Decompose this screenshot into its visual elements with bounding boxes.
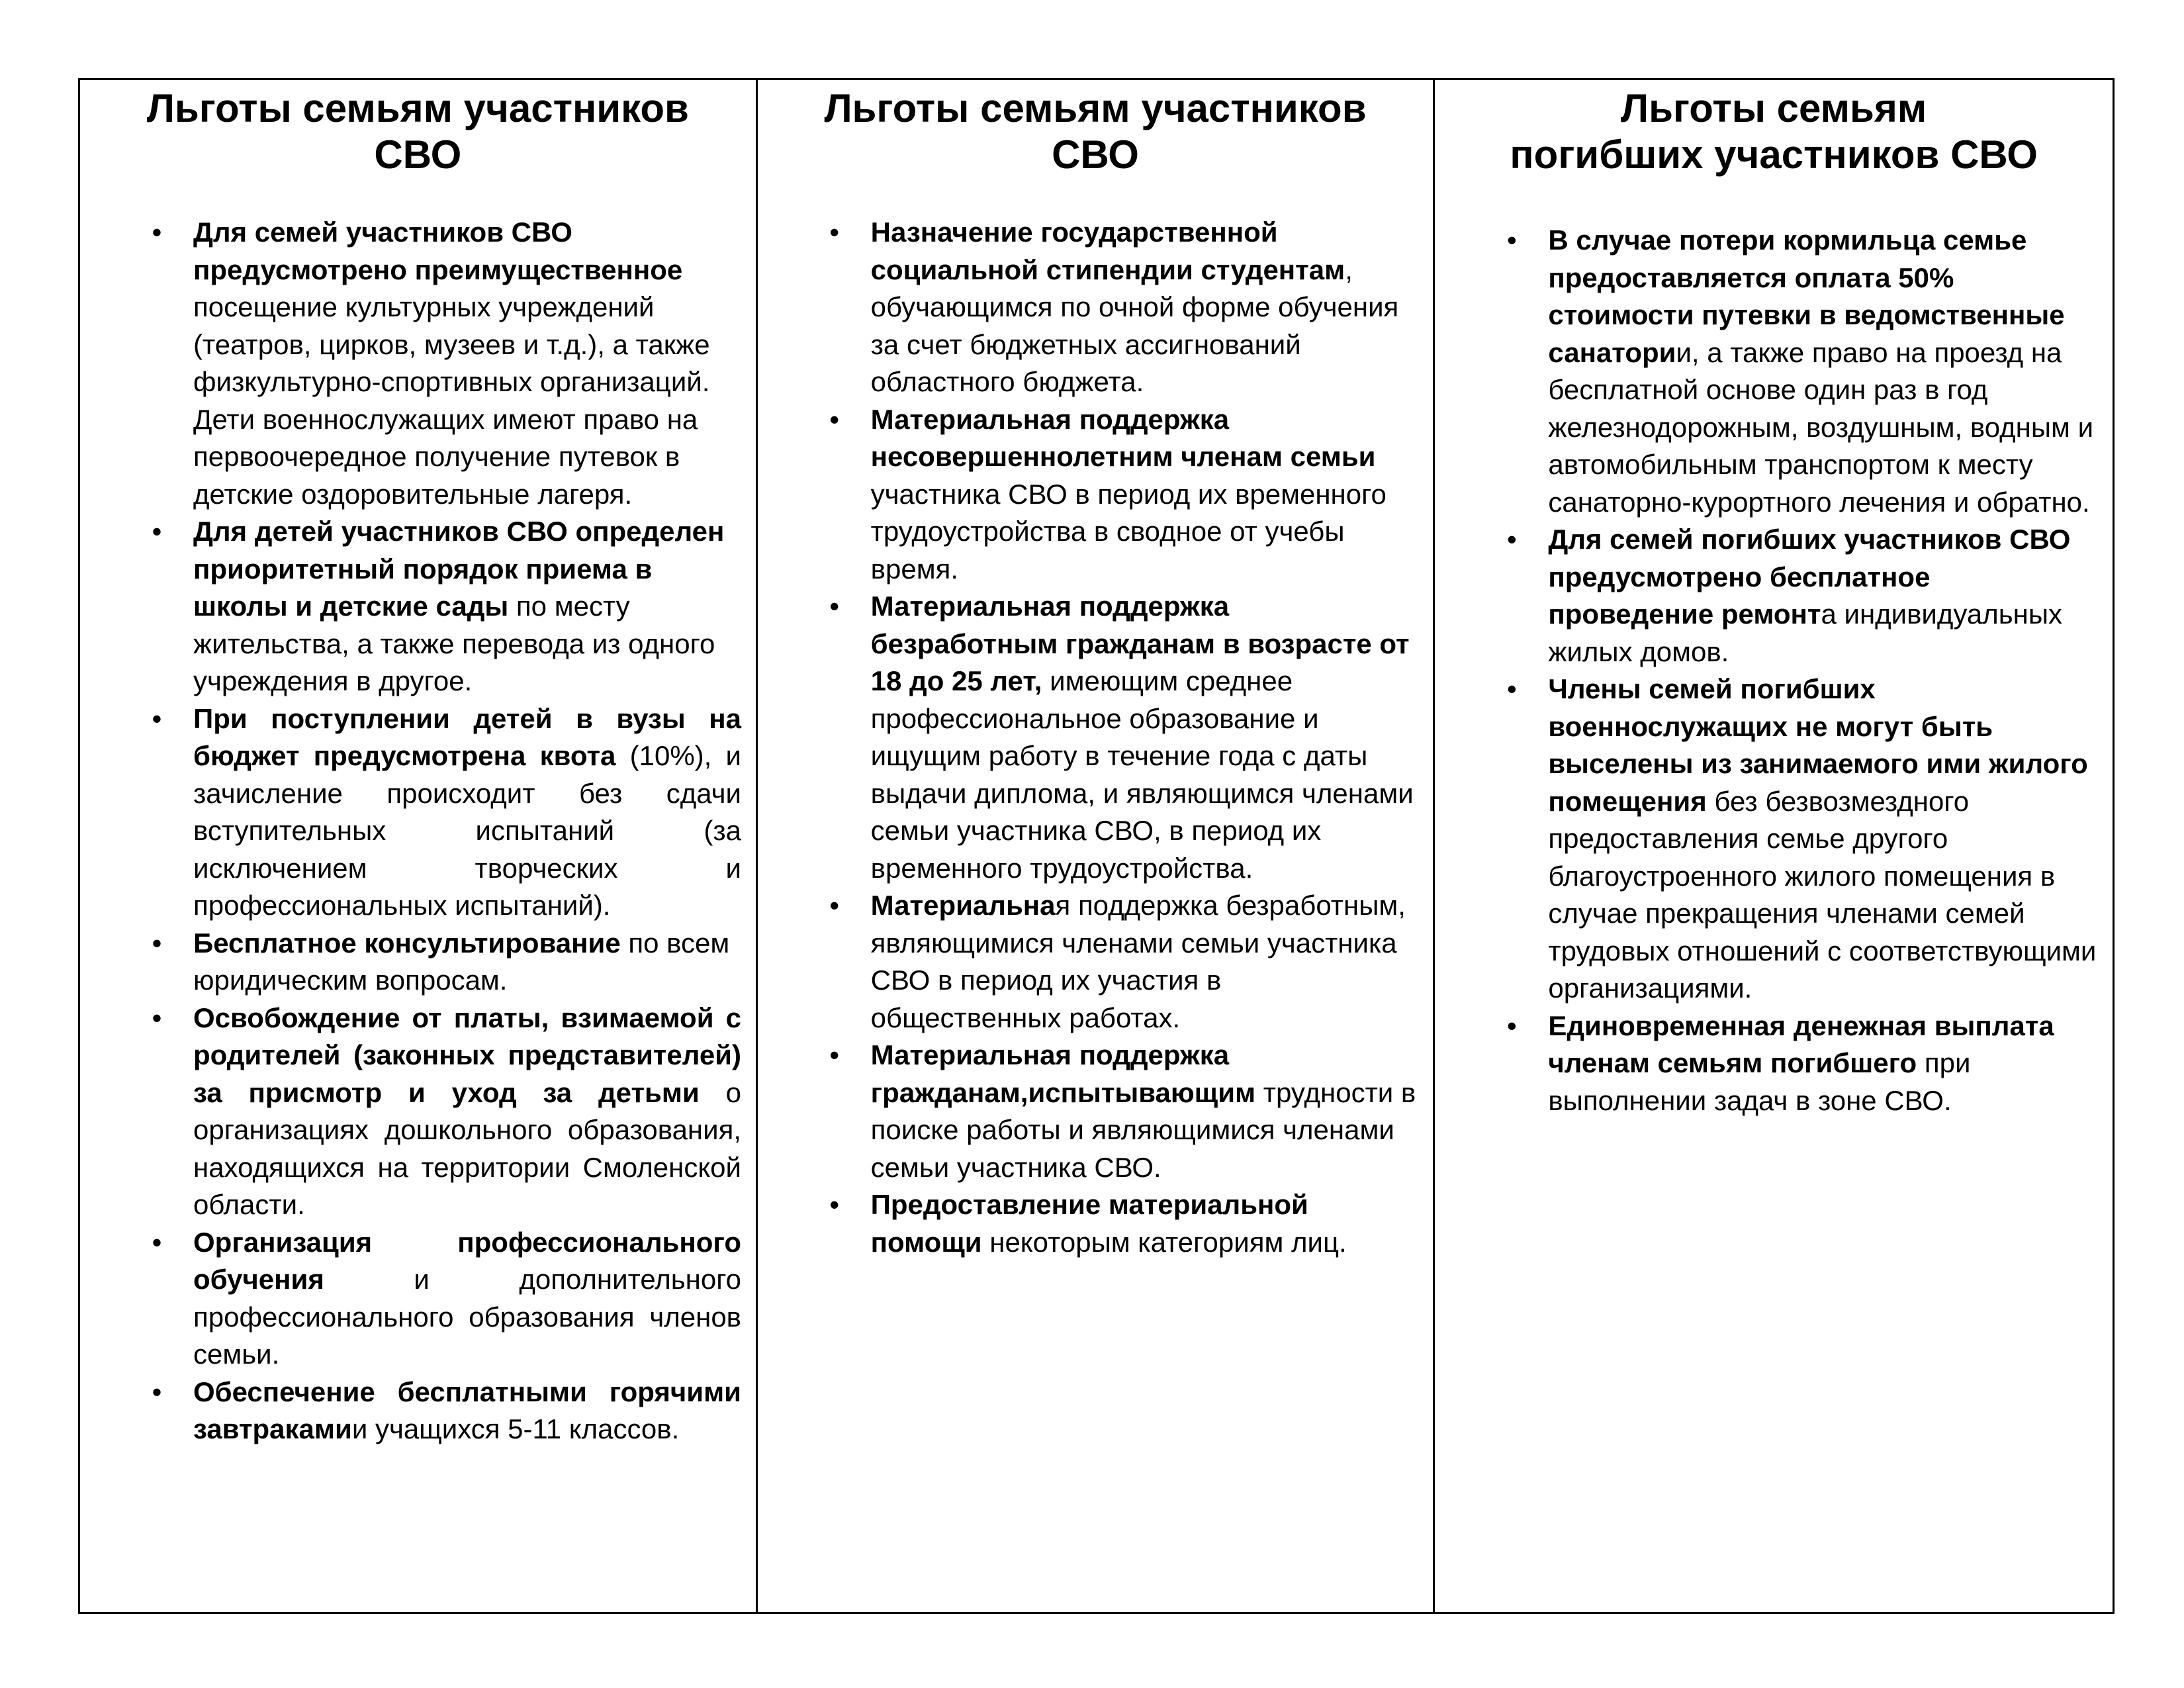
item-text: и дополнительного профессионального образования членов семьи. (193, 1264, 741, 1370)
bullet-icon: • (829, 1189, 840, 1220)
item-bold-text: Материальна (870, 890, 1056, 921)
item-bold-text: Назначение государственной социальной стипендии студентам (870, 216, 1345, 285)
list-item (1506, 1008, 2097, 1120)
list-item (829, 1037, 1419, 1186)
list-item (152, 214, 741, 513)
list-item (829, 887, 1419, 1037)
bullet-icon: • (152, 1376, 162, 1407)
list-item (829, 401, 1419, 588)
list-item (152, 1374, 741, 1448)
item-text: по месту жительства, а также перевода из одного учреждения в другое. (193, 590, 715, 696)
item-bold-text: Материальная поддержка гражданам,испытывающим (870, 1039, 1256, 1108)
list-item (1506, 222, 2097, 521)
item-text: я поддержка безработным, являющимися членами семьи участника СВО в период их участия в общественных работах. (870, 890, 1406, 1033)
item-bold-text: Для детей участников СВО определен приоритетный порядок приема в школы и детские сады (193, 516, 725, 622)
item-bold-text: Материальная поддержка несовершеннолетним членам семьи (870, 403, 1376, 472)
item-bold-text: Для семей участников СВО предусмотрено преимущественное (193, 216, 683, 285)
bullet-icon: • (152, 516, 162, 547)
list-item (829, 588, 1419, 887)
list-item (152, 925, 741, 1000)
column-title: Льготы семьям участников СВО (824, 86, 1367, 177)
item-bold-text: Для семей погибших участников СВО предусмотрено бесплатное проведение ремонт (1548, 524, 2071, 630)
item-bold-text: Освобождение от платы, взимаемой с родителей (законных представителей) за присмотр и уход за детьми (193, 1002, 741, 1108)
item-text: и, а также право на проезд на бесплатной основе один раз в год железнодорожным, воздушным, водным и автомобильным транспортом к месту санаторно-курортного лечения и обратно. (1548, 336, 2094, 518)
item-bold-text: Члены семей погибших военнослужащих не могут быть выселены из занимаемого ими жилого помещения (1548, 673, 2088, 817)
bullet-icon: • (152, 702, 162, 734)
bullet-icon: • (152, 1002, 162, 1033)
bullet-icon: • (1506, 524, 1517, 555)
item-text: (10%), и зачисление происходит без сдачи вступительных испытаний (за исключением творческих и профессиональных испытаний). (193, 740, 741, 921)
item-text: участника СВО в период их временного трудоустройства в сводное от учебы время. (870, 478, 1387, 585)
item-bold-text: В случае потери кормильца семье предоставляется оплата 50% стоимости путевки в ведомственные санатори (1548, 224, 2065, 368)
column-families-of-participants-2 (758, 80, 1435, 1612)
item-text: имеющим среднее профессиональное образование и ищущим работу в течение года с даты выдачи диплома, и являющимся членами семьи участника СВО, в период их временного трудоустройства. (870, 665, 1414, 884)
list-item (829, 214, 1419, 401)
bullet-icon: • (1506, 224, 1517, 256)
bullet-icon: • (829, 403, 840, 435)
item-bold-text: Обеспечение бесплатными горячими завтраками (193, 1376, 741, 1444)
list-item (1506, 521, 2097, 671)
bullet-icon: • (829, 216, 840, 248)
list-item (1506, 671, 2097, 1008)
list-item (152, 513, 741, 700)
item-bold-text: Единовременная денежная выплата членам семьям погибшего (1548, 1009, 2054, 1078)
bullet-icon: • (829, 590, 840, 622)
bullet-icon: • (1506, 1009, 1517, 1041)
list-item (152, 1000, 742, 1224)
column-families-of-participants (80, 80, 758, 1612)
item-text: посещение культурных учреждений (театров, цирков, музеев и т.д.), а также физкультурно-спортивных организаций. Дети военнослужащих имеют право на первоочередное получение путевок в детские оздоровительные лагеря. (193, 291, 710, 510)
item-text: без безвозмездного предоставления семье другого благоустроенного жилого помещения в случае прекращения членами семей трудовых отношений с соответствующими организациями. (1548, 785, 2097, 1004)
item-bold-text: Бесплатное консультирование (193, 927, 621, 959)
bullet-icon: • (829, 1039, 840, 1070)
item-bold-text: Предоставление материальной помощи (870, 1189, 1308, 1258)
bullet-icon: • (152, 1226, 162, 1258)
list-item (152, 700, 741, 925)
item-text: по всем юридическим вопросам. (193, 927, 730, 996)
bullet-icon: • (1506, 673, 1517, 704)
item-text: , обучающимся по очной форме обучения за счет бюджетных ассигнований областного бюджета. (870, 254, 1399, 397)
list-item (829, 1186, 1419, 1261)
benefit-list (1506, 222, 2097, 1119)
item-text: трудности в поиске работы и являющимися членами семьи участника СВО. (870, 1076, 1416, 1183)
benefits-table (78, 78, 2115, 1614)
item-bold-text: При поступлении детей в вузы на бюджет предусмотрена квота (193, 702, 741, 771)
item-text: о организациях дошкольного образования, находящихся на территории Смоленской области. (193, 1076, 742, 1220)
list-item (152, 1224, 741, 1374)
column-title: Льготы семьям участников СВО (146, 86, 689, 177)
column-families-of-fallen-participants (1435, 80, 2113, 1612)
item-text: некоторым категориям лиц. (981, 1226, 1347, 1258)
bullet-icon: • (152, 216, 162, 248)
column-title: Льготы семьям погибших участников СВО (1510, 86, 2038, 177)
benefit-list (829, 214, 1419, 1261)
item-bold-text: Организация профессионального обучения (193, 1226, 741, 1295)
bullet-icon: • (152, 927, 162, 959)
item-bold-text: Материальная поддержка безработным гражданам в возрасте от 18 до 25 лет, (870, 590, 1410, 696)
item-text: при выполнении задач в зоне СВО. (1548, 1047, 1971, 1116)
benefit-list (152, 214, 742, 1448)
bullet-icon: • (829, 890, 840, 921)
item-text: и учащихся 5-11 классов. (351, 1413, 680, 1444)
item-text: а индивидуальных жилых домов. (1548, 598, 2063, 667)
